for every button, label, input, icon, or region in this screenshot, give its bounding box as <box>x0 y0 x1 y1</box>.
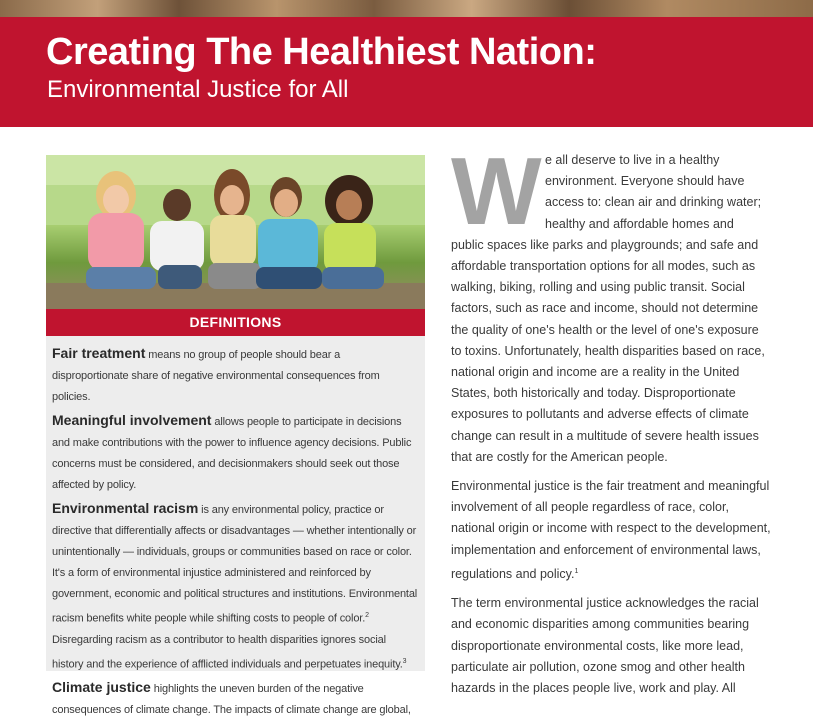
definition-environmental-racism <box>52 498 419 675</box>
definition-text: is any environmental policy, practice or directive that differentially affects or disadvantages — whether intentionally or unintentionally — individuals, groups or communities based on race or color. It's a form of environmental injustice administered and reinforced by government, economic and political structures and institutions. Environmental racism benefits white people while shifting costs to people of color. <box>52 504 418 625</box>
definition-term: Meaningful involvement <box>52 412 212 428</box>
definition-text: Disregarding racism as a contributor to health disparities ignores social history and the experience of afflicted individuals and perpetuates inequity. <box>52 633 403 671</box>
definition-text: means no group of people should bear a disproportionate share of negative environmental consequences from policies. <box>52 349 380 403</box>
definition-term: Environmental racism <box>52 500 199 516</box>
children-photo <box>46 155 425 309</box>
intro-line: healthy and affordable homes and <box>545 216 734 231</box>
definition-text: highlights the uneven burden of the negative consequences of climate change. The impacts of climate change are global, <box>52 683 411 717</box>
page-subtitle: Environmental Justice for All <box>47 76 349 103</box>
intro-line: environment. Everyone should have <box>545 174 745 189</box>
footnote-ref: 1 <box>574 567 579 575</box>
intro-line: e all deserve to live in a healthy <box>545 153 720 167</box>
definition-fair-treatment <box>52 343 419 408</box>
drop-cap: W <box>451 138 542 245</box>
definitions-heading: DEFINITIONS <box>46 309 425 336</box>
header-photo-strip <box>0 0 813 17</box>
title-banner <box>0 17 813 127</box>
body-paragraph-2 <box>451 476 771 585</box>
definition-term: Fair treatment <box>52 345 146 361</box>
paragraph-text: Environmental justice is the fair treatment and meaningful involvement of all people regardless of race, color, national origin or income with respect to the development, implementation and enforcement of environmental laws, regulations and policy. <box>451 479 771 582</box>
intro-line: access to: clean air and drinking water; <box>545 195 762 210</box>
definition-term: Climate justice <box>52 679 151 696</box>
main-article <box>451 138 771 699</box>
intro-rest: public spaces like parks and playgrounds; and safe and affordable transportation options for all modes, such as walking, biking, rolling and using public transit. Social factors, such as race and income, should not determine the quality of one's health or the level of one's exposure to toxins. Unfortunately, health disparities based on race, national origin and income are a reality in the United States, both historically and today. Disproportionate exposures to pollutants and adverse effects of climate change can result in a multitude of severe health issues that are costly for the American people. <box>451 237 765 464</box>
body-paragraph-3 <box>451 593 771 699</box>
definition-meaningful-involvement <box>52 410 419 496</box>
definition-climate-justice <box>52 677 419 721</box>
paragraph-text: The term environmental justice acknowledges the racial and economic disparities among communities bearing disproportionate environmental costs, like more lead, particulate air pollution, ozone smog and other health hazards in the places people live, work and play. All <box>451 596 759 696</box>
definitions-box <box>46 336 425 717</box>
definition-text: allows people to participate in decisions and make contributions with the power to influence agency decisions. Public concerns must be considered, and decisionmakers should seek out those affected by policy. <box>52 416 412 491</box>
footnote-ref: 2 <box>365 612 369 619</box>
footnote-ref: 3 <box>402 657 407 665</box>
page-title: Creating The Healthiest Nation: <box>46 31 597 73</box>
